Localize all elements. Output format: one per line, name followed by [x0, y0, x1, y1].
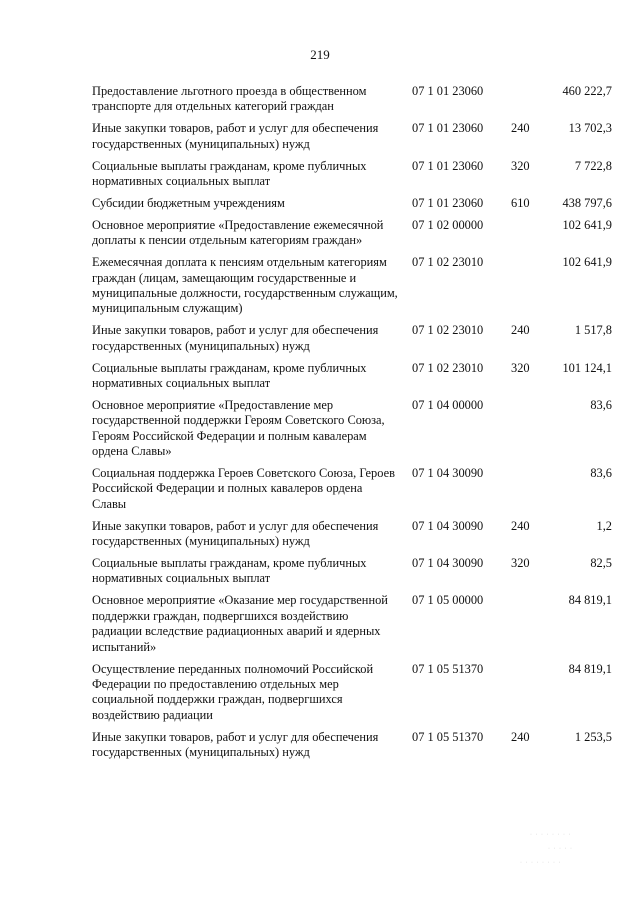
row-amount: 84 819,1 [568, 593, 612, 608]
row-expense-type: 240 [511, 729, 530, 744]
row-target-code: 07 1 01 23060 [412, 84, 484, 98]
row-amount: 7 722,8 [574, 158, 612, 173]
row-name: Иные закупки товаров, работ и услуг для обеспечения государственных (муниципальных) нужд [92, 518, 379, 549]
row-target-code: 07 1 02 23010 [412, 323, 484, 338]
row-expense-type: 320 [511, 556, 530, 571]
page-number: 219 [310, 47, 330, 62]
row-target-code: 07 1 04 00000 [412, 397, 484, 412]
row-name: Осуществление переданных полномочий Российской Федерации по предоставлению отдельных мер социальной поддержки граждан, подвергшихся воздействию радиации [92, 661, 374, 722]
table-row [92, 84, 612, 115]
row-expense-type: 240 [511, 518, 530, 533]
table-row [92, 361, 612, 392]
row-expense-type: 320 [511, 158, 530, 173]
row-amount: 83,6 [590, 466, 612, 481]
row-amount: 13 702,3 [568, 121, 612, 136]
table-row [92, 519, 612, 550]
table-row [92, 121, 612, 152]
faint-stamp-mark: · · · · · · · · [530, 832, 572, 838]
row-name: Предоставление льготного проезда в общественном транспорте для отдельных категорий граждан [92, 84, 367, 114]
row-target-code: 07 1 01 23060 [412, 158, 484, 173]
row-target-code: 07 1 04 30090 [412, 466, 484, 481]
row-amount: 83,6 [590, 397, 612, 412]
row-amount: 102 641,9 [562, 217, 612, 232]
row-name: Социальные выплаты гражданам, кроме публичных нормативных социальных выплат [92, 360, 367, 390]
row-amount: 101 124,1 [562, 360, 612, 375]
row-amount: 438 797,6 [562, 195, 612, 210]
row-target-code: 07 1 02 23010 [412, 255, 484, 270]
row-target-code: 07 1 01 23060 [412, 121, 484, 136]
row-name: Субсидии бюджетным учреждениям [92, 195, 285, 210]
row-amount: 82,5 [590, 556, 612, 571]
row-amount: 460 222,7 [562, 84, 612, 98]
row-name: Иные закупки товаров, работ и услуг для обеспечения государственных (муниципальных) нужд [92, 729, 379, 760]
row-name: Социальная поддержка Героев Советского Союза, Героев Российской Федерации и полных кавалеров ордена Славы [92, 466, 395, 511]
faint-stamp-mark: · · · · · · · · [520, 860, 562, 866]
row-amount: 1 517,8 [574, 323, 612, 338]
row-target-code: 07 1 05 51370 [412, 661, 484, 676]
row-expense-type: 240 [511, 323, 530, 338]
table-row [92, 466, 612, 512]
row-amount: 102 641,9 [562, 255, 612, 270]
row-name: Основное мероприятие «Предоставление мер государственной поддержки Героям Советского Союза, Героям Российской Федерации и полным кавалерам ордена Славы» [92, 397, 385, 459]
table-row [92, 662, 612, 724]
table-row [92, 196, 612, 211]
row-name: Ежемесячная доплата к пенсиям отдельным категориям граждан (лицам, замещающим государственные и муниципальные должности, государственным служащим, муниципальным служащим) [92, 255, 398, 316]
row-amount: 84 819,1 [568, 661, 612, 676]
row-name: Основное мероприятие «Оказание мер государственной поддержки граждан, подвергшихся воздействию радиации вследствие радиационных аварий и ядерных испытаний» [92, 593, 388, 654]
row-target-code: 07 1 05 51370 [412, 729, 484, 744]
row-name: Социальные выплаты гражданам, кроме публичных нормативных социальных выплат [92, 556, 367, 586]
row-amount: 1,2 [596, 518, 612, 533]
row-target-code: 07 1 05 00000 [412, 593, 484, 608]
table-row [92, 730, 612, 761]
table-row [92, 255, 612, 317]
budget-table [92, 84, 612, 767]
row-expense-type: 240 [511, 121, 530, 136]
row-expense-type: 320 [511, 360, 530, 375]
row-target-code: 07 1 01 23060 [412, 195, 484, 210]
row-target-code: 07 1 04 30090 [412, 556, 484, 571]
table-row [92, 323, 612, 354]
row-name: Иные закупки товаров, работ и услуг для обеспечения государственных (муниципальных) нужд [92, 121, 379, 151]
row-name: Социальные выплаты гражданам, кроме публичных нормативных социальных выплат [92, 158, 367, 189]
table-row [92, 398, 612, 460]
table-row [92, 218, 612, 249]
table-row [92, 556, 612, 587]
row-amount: 1 253,5 [574, 729, 612, 744]
row-name: Иные закупки товаров, работ и услуг для обеспечения государственных (муниципальных) нужд [92, 323, 379, 353]
table-row [92, 159, 612, 190]
row-name: Основное мероприятие «Предоставление ежемесячной доплаты к пенсии отдельным категориям граждан» [92, 217, 384, 248]
row-target-code: 07 1 04 30090 [412, 518, 484, 533]
row-target-code: 07 1 02 23010 [412, 360, 484, 375]
faint-stamp-mark: · · · · · [548, 846, 573, 852]
row-target-code: 07 1 02 00000 [412, 217, 484, 232]
row-expense-type: 610 [511, 195, 530, 210]
table-row [92, 593, 612, 655]
